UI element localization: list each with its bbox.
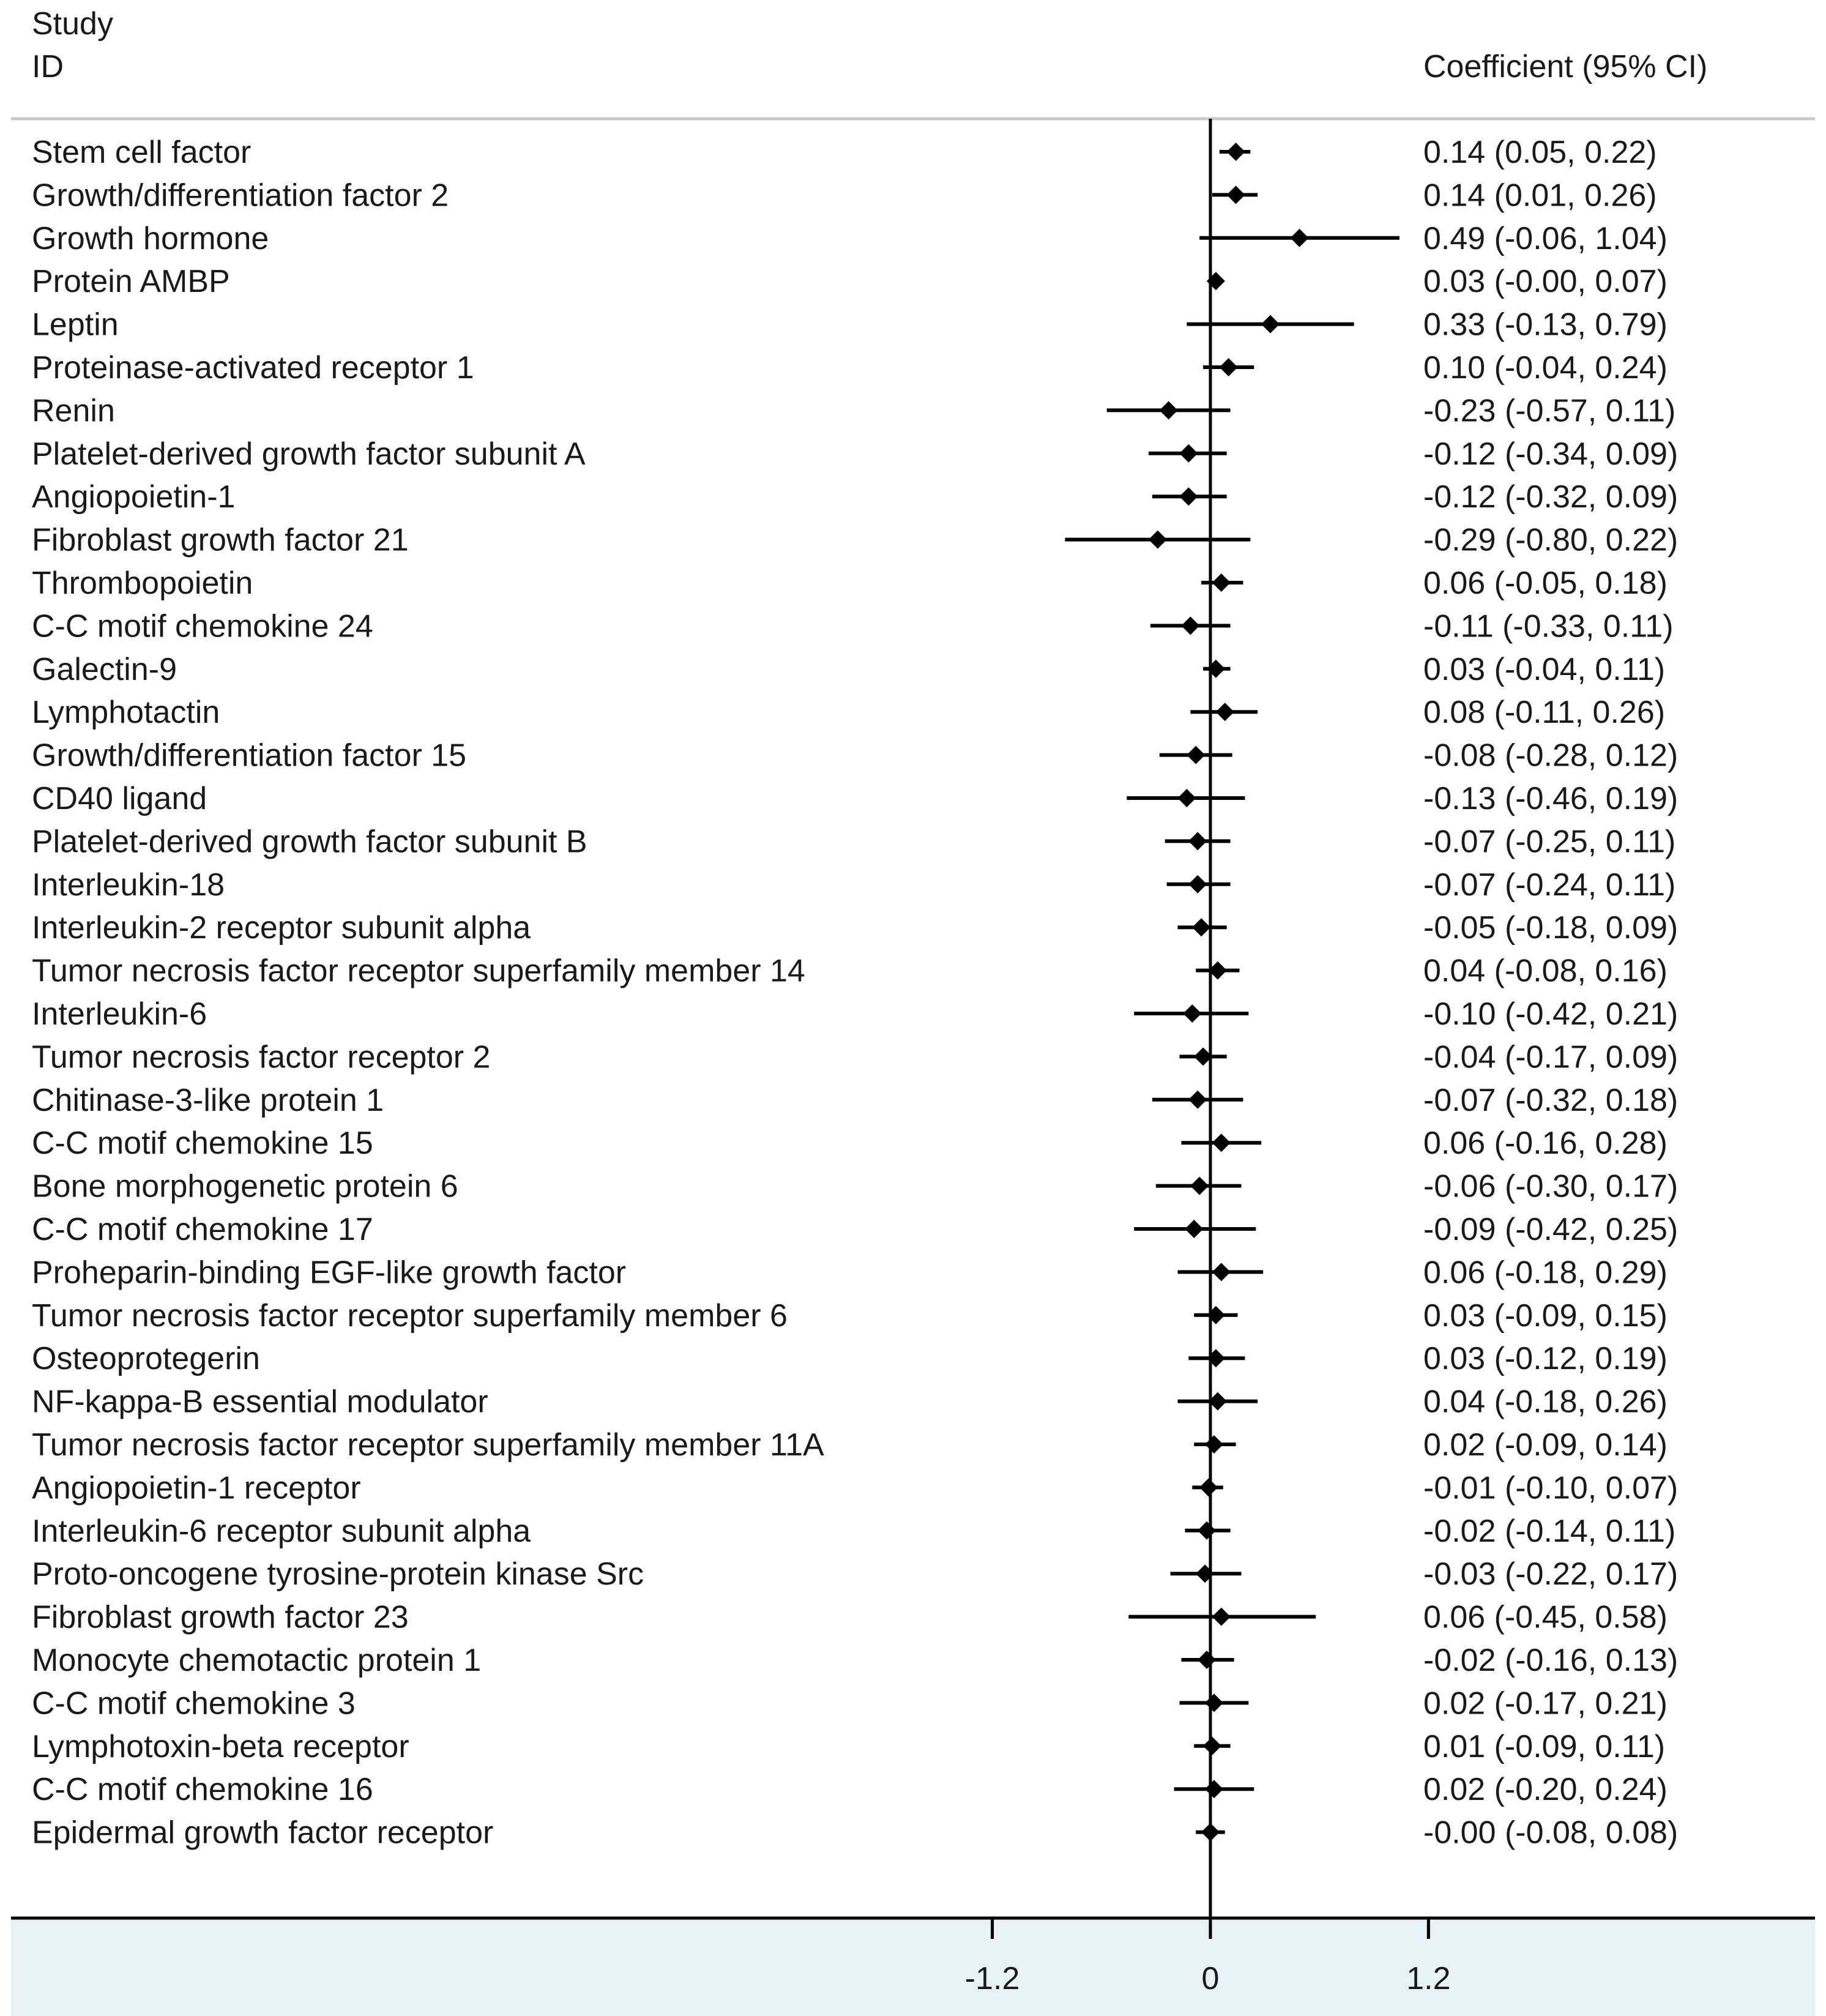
study-label: Growth/differentiation factor 2 [32,177,449,214]
study-row [32,1686,1668,1721]
point-estimate [1179,487,1198,506]
estimate-text: 0.06 (-0.05, 0.18) [1423,566,1668,601]
study-row [32,1815,1678,1851]
point-estimate [1188,832,1207,850]
point-estimate [1188,875,1207,894]
study-header-line1: Study [32,6,113,42]
estimate-text: 0.33 (-0.13, 0.79) [1423,307,1668,343]
point-estimate [1198,1521,1216,1540]
point-estimate [1188,1091,1207,1109]
estimate-text: -0.07 (-0.24, 0.11) [1423,867,1676,903]
point-estimate [1205,1780,1223,1798]
point-estimate [1201,1823,1220,1842]
estimate-text: 0.03 (-0.04, 0.11) [1423,651,1666,687]
estimate-text: 0.14 (0.05, 0.22) [1423,135,1657,170]
estimate-text: -0.12 (-0.34, 0.09) [1423,436,1679,472]
point-estimate [1177,789,1196,807]
point-estimate [1227,143,1245,161]
point-estimate [1203,1737,1221,1755]
x-tick-label: 1.2 [1406,1961,1451,1996]
estimate-text: 0.08 (-0.11, 0.26) [1423,695,1666,731]
study-row [32,1600,1668,1635]
study-label: Monocyte chemotactic protein 1 [32,1643,482,1678]
study-row [32,1427,1668,1463]
study-row [32,1514,1675,1549]
study-label: C-C motif chemokine 16 [32,1772,373,1808]
point-estimate [1160,401,1178,419]
estimate-text: 0.02 (-0.20, 0.24) [1423,1772,1668,1808]
study-row [32,221,1668,256]
study-label: Growth/differentiation factor 15 [32,737,467,774]
study-row [32,566,1668,601]
study-label: C-C motif chemokine 24 [32,608,373,644]
study-row [32,264,1668,299]
study-label: Tumor necrosis factor receptor superfamily member 6 [32,1297,788,1334]
study-row [32,1643,1678,1678]
x-tick-label: -1.2 [964,1961,1020,1996]
study-label: Interleukin-2 receptor subunit alpha [32,910,531,946]
study-label: Epidermal growth factor receptor [32,1815,494,1851]
point-estimate [1183,1004,1201,1023]
estimate-text: 0.49 (-0.06, 1.04) [1423,220,1668,256]
study-label: Platelet-derived growth factor subunit B [32,824,587,860]
point-estimate [1149,531,1167,549]
estimate-text: 0.06 (-0.45, 0.58) [1423,1599,1668,1635]
study-row [32,1772,1668,1807]
estimate-text: 0.01 (-0.09, 0.11) [1423,1728,1666,1764]
study-label: Growth hormone [32,220,269,256]
study-row [32,738,1678,774]
study-row [32,177,1657,213]
estimate-text: -0.29 (-0.80, 0.22) [1423,522,1679,558]
point-estimate [1198,1651,1216,1669]
study-label: Fibroblast growth factor 21 [32,522,409,558]
study-row [32,824,1675,859]
estimate-text: -0.09 (-0.42, 0.25) [1423,1212,1679,1247]
estimate-header: Coefficient (95% CI) [1423,49,1708,84]
study-label: Fibroblast growth factor 23 [32,1599,409,1635]
study-label: Angiopoietin-1 [32,479,236,515]
estimate-text: -0.05 (-0.18, 0.09) [1423,910,1679,946]
estimate-text: -0.07 (-0.25, 0.11) [1423,824,1676,860]
point-estimate [1185,1220,1203,1238]
study-row [32,1556,1678,1592]
point-estimate [1199,1478,1218,1496]
estimate-text: 0.06 (-0.16, 0.28) [1423,1126,1668,1162]
study-label: C-C motif chemokine 17 [32,1212,373,1247]
study-row [32,307,1668,343]
point-estimate [1181,616,1199,635]
study-row [32,910,1678,946]
estimate-text: -0.13 (-0.46, 0.19) [1423,781,1679,816]
study-label: Proheparin-binding EGF-like growth factor [32,1255,627,1291]
study-label: Lymphotactin [32,695,220,731]
estimate-text: -0.11 (-0.33, 0.11) [1423,608,1674,644]
estimate-text: 0.06 (-0.18, 0.29) [1423,1255,1668,1291]
estimate-text: -0.07 (-0.32, 0.18) [1423,1082,1679,1118]
point-estimate [1205,1435,1223,1454]
point-estimate [1291,229,1309,247]
study-label: NF-kappa-B essential modulator [32,1384,488,1420]
study-label: Tumor necrosis factor receptor 2 [32,1039,491,1075]
estimate-text: -0.03 (-0.22, 0.17) [1423,1556,1679,1592]
study-rows [32,135,1678,1851]
study-row [32,954,1668,989]
study-label: Chitinase-3-like protein 1 [32,1082,384,1118]
estimate-text: 0.03 (-0.12, 0.19) [1423,1341,1668,1377]
point-estimate [1179,444,1198,463]
study-label: Proteinase-activated receptor 1 [32,350,474,386]
point-estimate [1216,703,1234,721]
x-tick-label: 0 [1201,1961,1220,1996]
study-label: Osteoprotegerin [32,1341,260,1377]
study-label: Interleukin-6 [32,996,207,1032]
study-row [32,1126,1668,1161]
estimate-text: 0.04 (-0.18, 0.26) [1423,1384,1668,1420]
study-row [32,350,1668,386]
study-label: Stem cell factor [32,135,252,170]
study-label: Galectin-9 [32,651,177,687]
estimate-text: -0.23 (-0.57, 0.11) [1423,393,1676,429]
study-label: Angiopoietin-1 receptor [32,1470,361,1506]
point-estimate [1187,746,1205,764]
estimate-text: -0.01 (-0.10, 0.07) [1423,1470,1679,1506]
point-estimate [1261,315,1280,334]
study-row [32,1169,1678,1204]
study-label: Platelet-derived growth factor subunit A [32,436,586,472]
study-row [32,393,1675,428]
study-label: Renin [32,393,115,429]
point-estimate [1227,185,1245,204]
study-row [32,695,1665,730]
axis-band [11,1918,1815,2016]
estimate-text: 0.04 (-0.08, 0.16) [1423,953,1668,989]
study-label: Interleukin-18 [32,867,225,903]
study-row [32,1039,1678,1075]
point-estimate [1212,1133,1231,1152]
point-estimate [1205,1693,1223,1712]
study-row [32,479,1678,515]
estimate-text: 0.14 (0.01, 0.26) [1423,177,1657,214]
estimate-text: -0.10 (-0.42, 0.21) [1423,996,1679,1032]
study-label: Thrombopoietin [32,566,253,601]
study-row [32,1212,1678,1247]
estimate-text: 0.02 (-0.17, 0.21) [1423,1686,1668,1722]
estimate-text: -0.12 (-0.32, 0.09) [1423,479,1679,515]
estimate-text: 0.10 (-0.04, 0.24) [1423,350,1668,386]
estimate-text: 0.03 (-0.09, 0.15) [1423,1297,1668,1334]
study-label: C-C motif chemokine 3 [32,1686,356,1722]
study-row [32,1255,1668,1290]
estimate-text: -0.04 (-0.17, 0.09) [1423,1039,1679,1075]
study-row [32,523,1678,558]
study-label: Proto-oncogene tyrosine-protein kinase Src [32,1556,644,1592]
study-label: Interleukin-6 receptor subunit alpha [32,1513,531,1549]
study-label: Tumor necrosis factor receptor superfamily member 14 [32,953,805,989]
estimate-text: -0.00 (-0.08, 0.08) [1423,1815,1679,1851]
study-row [32,781,1678,816]
point-estimate [1192,918,1210,936]
study-label: CD40 ligand [32,781,207,816]
study-row [32,135,1657,170]
point-estimate [1220,358,1238,376]
estimate-text: 0.03 (-0.00, 0.07) [1423,264,1668,300]
study-label: Tumor necrosis factor receptor superfamily member 11A [32,1427,824,1463]
estimate-text: -0.02 (-0.14, 0.11) [1423,1513,1676,1549]
study-label: C-C motif chemokine 15 [32,1126,373,1162]
study-label: Protein AMBP [32,264,230,300]
study-row [32,1341,1668,1376]
study-label: Bone morphogenetic protein 6 [32,1168,458,1204]
study-header-line2: ID [32,49,64,84]
study-row [32,1384,1668,1420]
study-row [32,1083,1678,1118]
estimate-text: -0.08 (-0.28, 0.12) [1423,737,1679,774]
estimate-text: -0.02 (-0.16, 0.13) [1423,1643,1679,1678]
study-label: Lymphotoxin-beta receptor [32,1728,409,1764]
study-row [32,436,1678,472]
study-row [32,996,1678,1032]
estimate-text: -0.06 (-0.30, 0.17) [1423,1168,1679,1204]
study-row [32,1729,1665,1764]
point-estimate [1190,1177,1209,1195]
study-row [32,652,1665,687]
estimate-text: 0.02 (-0.09, 0.14) [1423,1427,1668,1463]
study-row [32,1298,1668,1334]
study-row [32,608,1674,644]
study-row [32,867,1675,903]
study-label: Leptin [32,307,119,343]
point-estimate [1212,573,1231,592]
point-estimate [1212,1263,1231,1281]
point-estimate [1212,1608,1231,1626]
study-row [32,1470,1678,1506]
